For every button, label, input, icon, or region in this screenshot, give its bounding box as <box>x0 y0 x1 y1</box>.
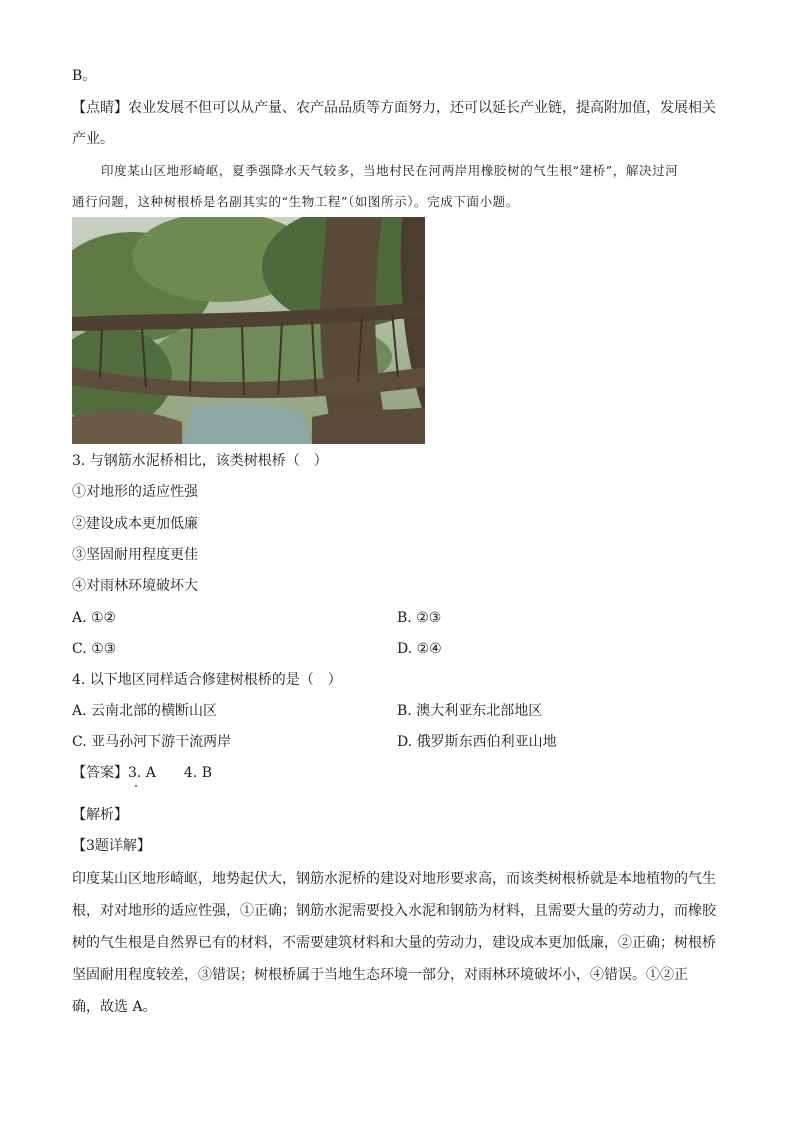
detail-line: 坚固耐用程度较差，③错误；树根桥属于当地生态环境一部分，对雨林环境破坏小，④错误。①②正 <box>72 967 688 983</box>
detail-line: 根，对对地形的适应性强，①正确；钢筋水泥需要投入水泥和钢筋为材料，且需要大量的劳动力，而橡胶 <box>72 903 716 919</box>
intro-line-2: 通行问题，这种树根桥是名副其实的“生物工程”（如图所示）。完成下面小题。 <box>72 194 519 209</box>
intro-line-1: 印度某山区地形崎岖，夏季强降水天气较多，当地村民在河两岸用橡胶树的气生根“建桥”，解决过河 <box>101 163 679 178</box>
q3-option-d: D. ②④ <box>397 641 442 657</box>
detail-paragraph <box>72 863 724 1023</box>
q4-option-a: A. 云南北部的横断山区 <box>72 703 218 719</box>
detail-line: 印度某山区地形崎岖，地势起伏大，钢筋水泥桥的建设对地形要求高，而该类树根桥就是本地植物的气生 <box>72 871 716 887</box>
analysis-label: 【解析】 <box>72 807 128 823</box>
detail-line: 确，故选 A。 <box>72 999 157 1015</box>
root-bridge-photo <box>72 217 425 444</box>
detail-line: 树的气生根是自然界已有的材料，不需要建筑材料和大量的劳动力，建设成本更加低廉，②正确；树根桥 <box>72 935 716 951</box>
previous-answer: B。 <box>72 68 97 84</box>
stray-dot <box>135 785 137 787</box>
q3-item-3: ③坚固耐用程度更佳 <box>72 547 198 563</box>
detail-label: 【3题详解】 <box>72 838 151 854</box>
q4-option-b: B. 澳大利亚东北部地区 <box>397 703 543 719</box>
q3-option-a: A. ①② <box>72 610 117 626</box>
q3-item-2: ②建设成本更加低廉 <box>72 516 198 532</box>
tips-line-2: 产业。 <box>72 131 114 147</box>
q4-option-d: D. 俄罗斯东西伯利亚山地 <box>397 734 557 750</box>
q3-item-1: ①对地形的适应性强 <box>72 484 198 500</box>
question-4-stem: 4. 以下地区同样适合修建树根桥的是（ ） <box>72 672 342 688</box>
question-3-stem: 3. 与钢筋水泥桥相比，该类树根桥（ ） <box>72 453 328 469</box>
q4-option-c: C. 亚马孙河下游干流两岸 <box>72 734 232 750</box>
tips-line-1: 【点睛】农业发展不但可以从产量、农产品品质等方面努力，还可以延长产业链，提高附加值，发展相关 <box>72 100 716 116</box>
q3-item-4: ④对雨林环境破坏大 <box>72 578 198 594</box>
answer-line: 【答案】3. A 4. B <box>72 765 213 781</box>
q3-option-c: C. ①③ <box>72 641 117 657</box>
q3-option-b: B. ②③ <box>397 610 442 626</box>
